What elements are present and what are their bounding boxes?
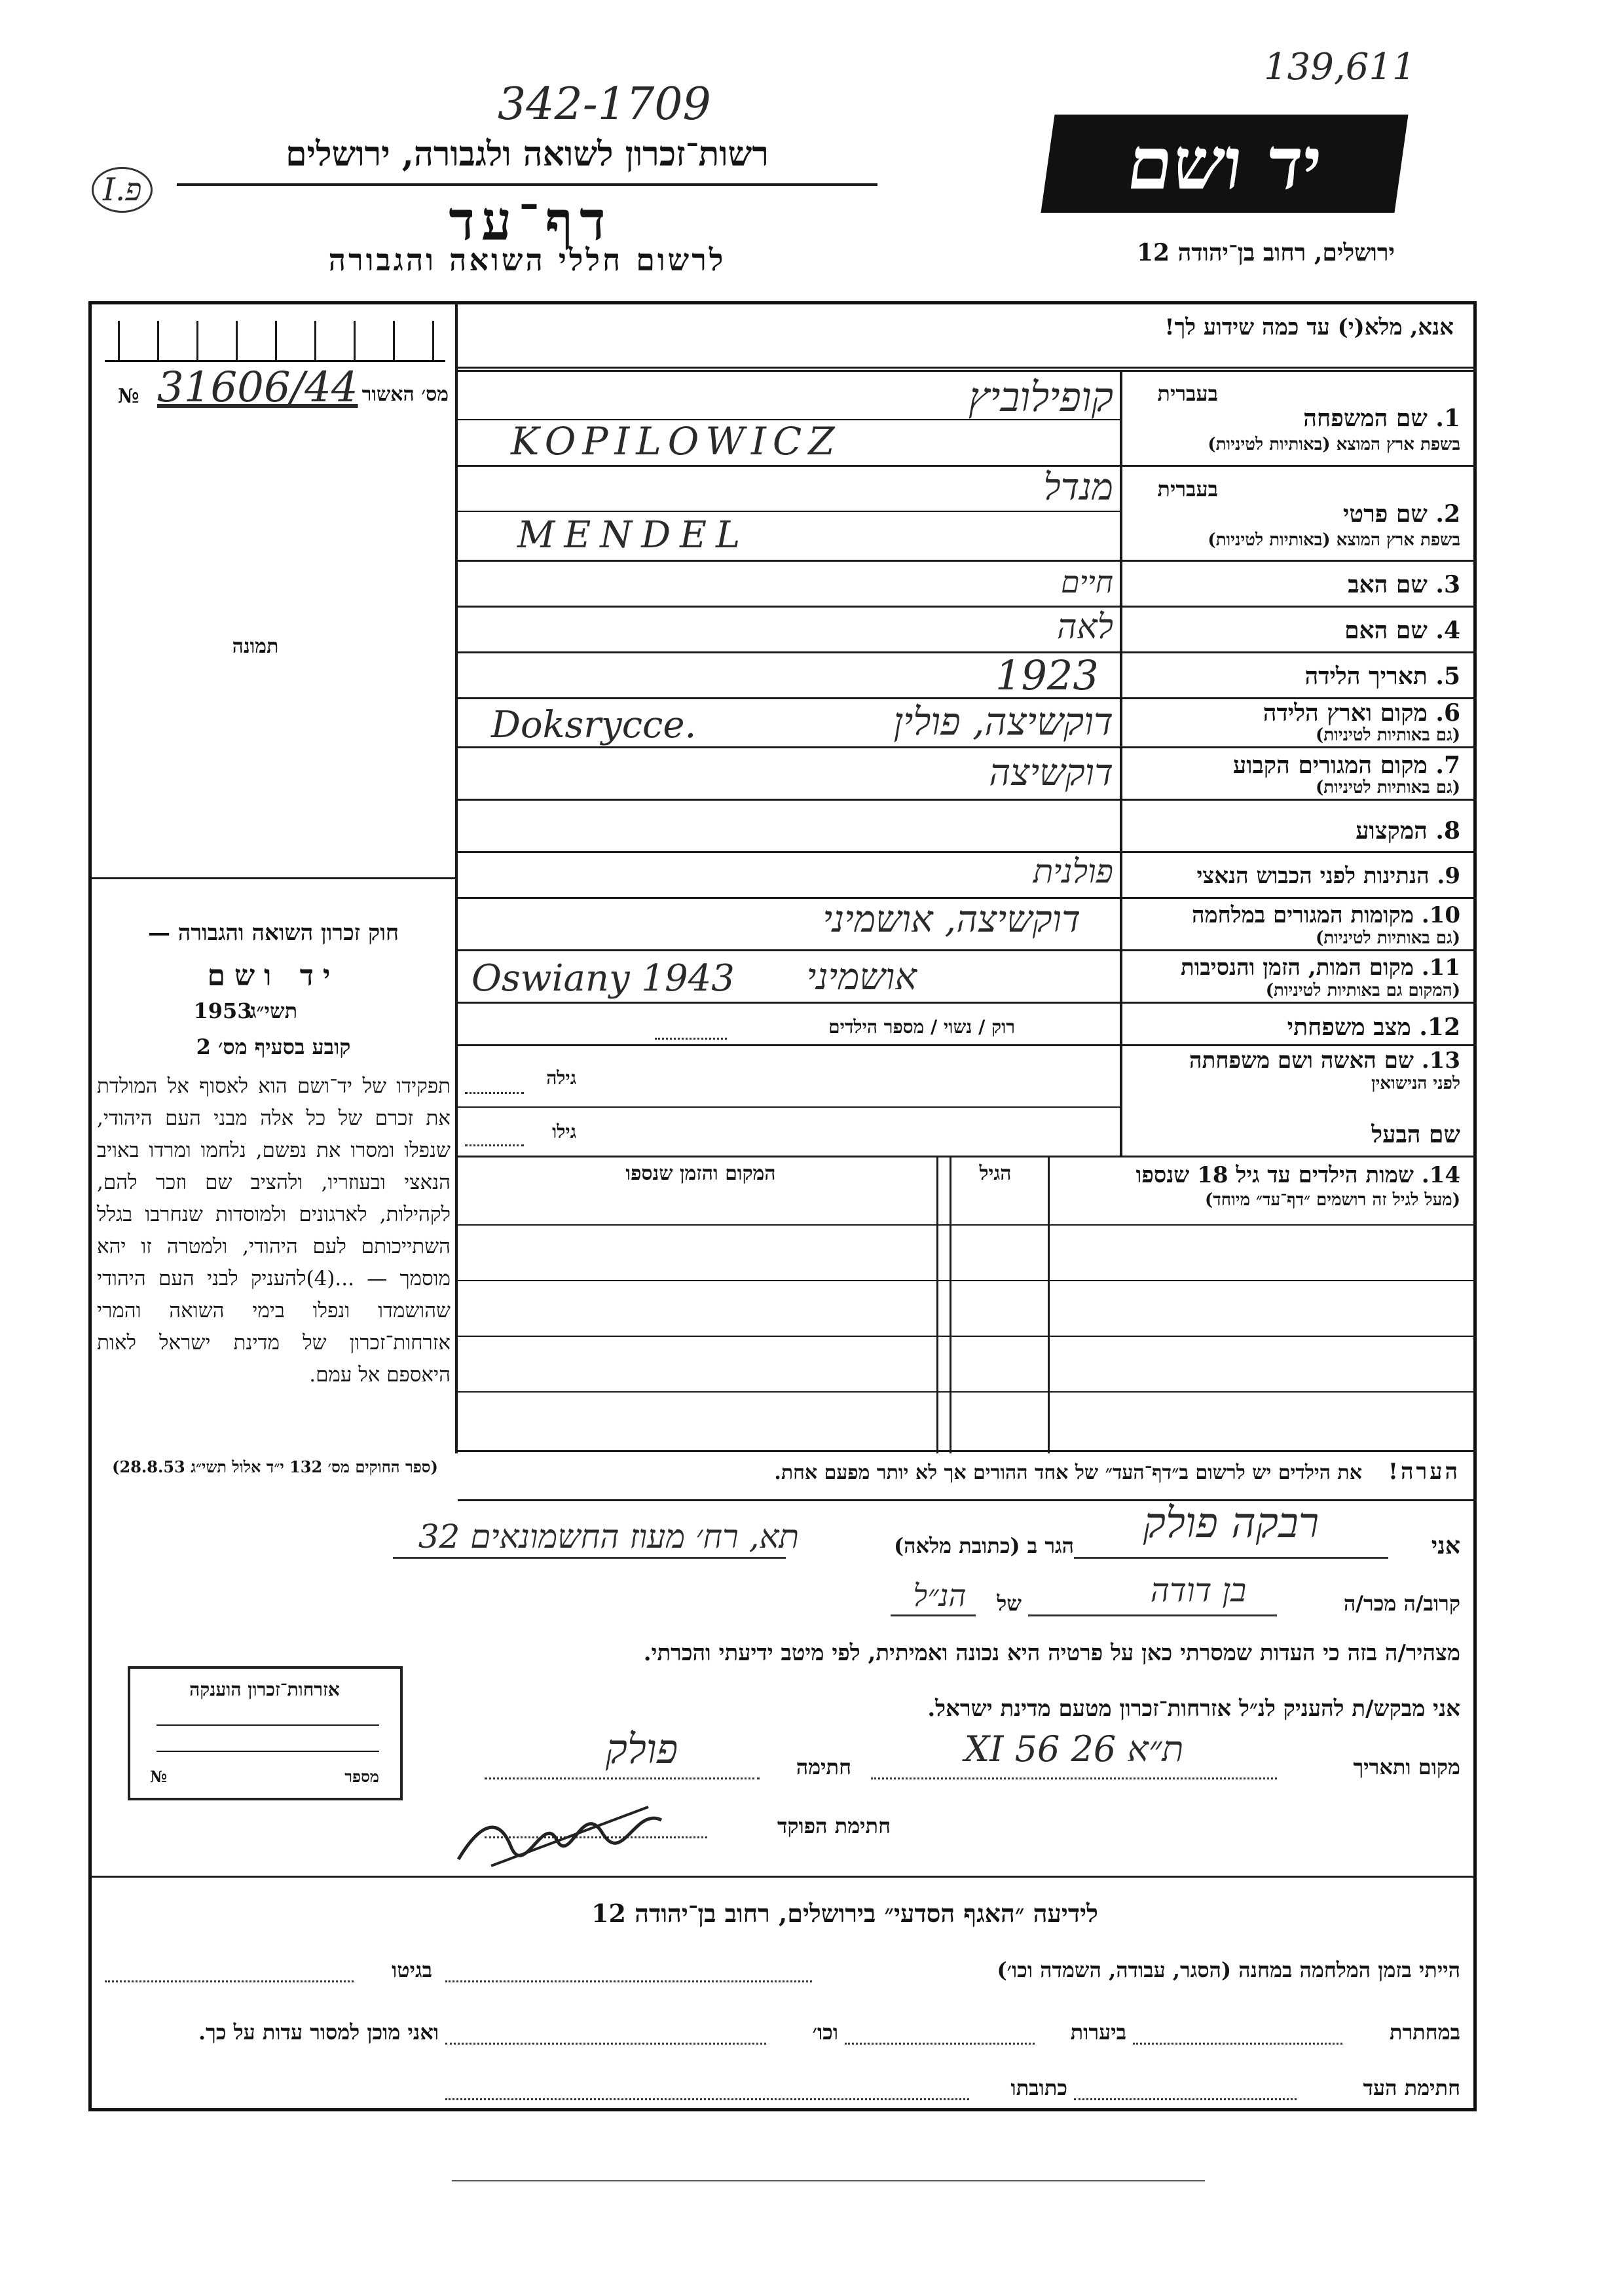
law-year-hebrew: תשי״ג <box>249 998 298 1023</box>
approval-tick-row <box>105 321 445 362</box>
field-13-label: 13. שם האשה ושם משפחתה <box>1189 1048 1460 1074</box>
relation-label: קרוב/ה מכר/ה <box>1343 1591 1460 1616</box>
field-3-label: 3. שם האב <box>1348 571 1460 598</box>
birth-place-hebrew[interactable]: דוקשיצה, פולין <box>893 699 1113 744</box>
law-clause: קובע בסעיף מס׳ 2 <box>196 1034 351 1059</box>
footer-forests: ביערות <box>1070 2020 1126 2045</box>
certificate-box <box>128 1666 403 1800</box>
place-date-label: מקום ותאריך <box>1353 1755 1460 1779</box>
institution-address: ירושלים, רחוב בן־יהודה 12 <box>1136 239 1395 266</box>
approval-number: 31606/44 <box>157 363 358 412</box>
field-1-label: 1. שם המשפחה <box>1303 405 1460 432</box>
first-name-hebrew[interactable]: מנדל <box>1043 466 1113 509</box>
birth-place-latin[interactable]: Doksrycce. <box>491 704 697 746</box>
of-label: של <box>997 1591 1022 1616</box>
field-2-label: 2. שם פרטי <box>1342 500 1460 528</box>
mother-name[interactable]: לאה <box>1057 608 1113 647</box>
footer-title: לידיעה ״האגף הסדעי״ בירושלים, רחוב בן־יהודה 12 <box>591 1899 1098 1928</box>
wife-age-label: גילה <box>546 1067 576 1089</box>
place-date-value[interactable]: ת״א 26 XI 56 <box>964 1728 1184 1770</box>
official-signature-label: חתימת הפוקד <box>777 1813 891 1838</box>
birth-date[interactable]: 1923 <box>995 651 1099 699</box>
declaration-text: מצהיר/ה בזה כי העדות שמסרתי כאן על פרטיה היא נכונה ואמיתית, לפי מיטב ידיעתי והכרתי. <box>643 1640 1460 1666</box>
signature-label: חתימה <box>796 1755 851 1779</box>
family-name-latin[interactable]: KOPILOWICZ <box>511 419 841 464</box>
wartime-residences[interactable]: דוקשיצה, אושמיני <box>822 898 1080 941</box>
law-source: (ספר החוקים מס׳ 132 י״ד אלול תשי״ג 28.8.53) <box>112 1457 438 1476</box>
field-6-label: 6. מקום וארץ הלידה <box>1263 699 1460 727</box>
marital-status-options[interactable]: רוק / נשוי / מספר הילדים <box>828 1016 1015 1038</box>
certificate-number-prefix: № <box>150 1767 168 1786</box>
approval-prefix: № <box>118 385 139 408</box>
handwritten-reference: 342-1709 <box>498 79 711 130</box>
footer-line-1: הייתי בזמן המלחמה במחנה (הסגר, עבודה, השמדה וכו׳) <box>997 1958 1460 1982</box>
permanent-residence[interactable]: דוקשיצה <box>989 752 1113 794</box>
form-title: דף־עד <box>449 190 612 253</box>
death-place-hebrew[interactable]: אושמיני <box>806 956 917 998</box>
field-2-sub: בשפת ארץ המוצא (באותיות לטיניות) <box>1208 530 1460 550</box>
official-signature-scribble-icon <box>452 1787 688 1879</box>
husband-label: שם הבעל <box>1371 1121 1460 1148</box>
field-14-label: 14. שמות הילדים עד גיל 18 שנספו <box>1135 1162 1460 1188</box>
field-14-sub: (מעל לגיל זה רושמים ״דף־עד״ מיוחד) <box>1204 1190 1460 1210</box>
death-place-latin[interactable]: Oswiany 1943 <box>471 957 735 1000</box>
footer-address: כתובתו <box>1010 2075 1067 2100</box>
law-yad-vashem: יד ושם <box>207 959 340 993</box>
husband-age-label: גילו <box>552 1121 576 1142</box>
field-4-label: 4. שם האם <box>1344 617 1460 644</box>
field-11-label: 11. מקום המות, הזמן והנסיבות <box>1180 955 1460 981</box>
note-label: הערה! <box>1388 1459 1460 1485</box>
footer-etc: וכו׳ <box>812 2020 838 2045</box>
photo-label: תמונה <box>232 635 279 658</box>
field-1-hebrew-tag: בעברית <box>1157 381 1218 406</box>
first-name-latin[interactable]: MENDEL <box>517 514 750 556</box>
children-age-header: הגיל <box>979 1162 1012 1185</box>
field-7-label: 7. מקום המגורים הקבוע <box>1232 752 1460 779</box>
field-6-sub: (גם באותיות לטיניות) <box>1315 725 1460 745</box>
law-year: 1953 <box>193 998 252 1023</box>
footer-underground: במחתרת <box>1389 2020 1460 2045</box>
archive-number: 139,611 <box>1264 46 1416 88</box>
yad-vashem-logo: יד ושם <box>1041 115 1408 213</box>
approval-label: מס׳ האשור <box>361 383 449 406</box>
field-11-sub: (המקום גם באותיות לטיניות) <box>1265 981 1460 1000</box>
field-5-label: 5. תאריך הלידה <box>1304 663 1460 690</box>
footer-ghetto: בגיטו <box>392 1958 432 1982</box>
field-8-label: 8. המקצוע <box>1356 817 1460 845</box>
family-name-hebrew[interactable]: קופילוביץ <box>968 373 1113 421</box>
father-name[interactable]: חיים <box>1060 564 1113 600</box>
relation-value[interactable]: בן דודה <box>1150 1571 1247 1609</box>
declarant-signature[interactable]: פולק <box>605 1725 678 1773</box>
field-1-sub: בשפת ארץ המוצא (באותיות לטיניות) <box>1208 435 1460 454</box>
certificate-number-label: מספר <box>344 1767 379 1786</box>
field-9-label: 9. הנתינות לפני הכבוש הנאצי <box>1196 863 1460 889</box>
note-text: את הילדים יש לרשום ב״דף־העד״ של אחד ההורים אך לא יותר מפעם אחת. <box>774 1461 1362 1484</box>
field-12-label: 12. מצב משפחתי <box>1287 1013 1460 1041</box>
footer-witness-signature: חתימת העד <box>1363 2075 1460 2100</box>
request-text: אני מבקש/ת להעניק לנ״ל אזרחות־זכרון מטעם מדינת ישראל. <box>927 1696 1460 1722</box>
appeal-text: אנא, מלא(י) עד כמה שידוע לך! <box>1164 314 1454 340</box>
of-value[interactable]: הנ״ל <box>913 1578 967 1613</box>
handwritten-mark: פ.I <box>92 167 153 213</box>
footer-ready: ואני מוכן למסור עדות על כך. <box>198 2020 439 2045</box>
declarant-resides-label: הגר ב (כתובת מלאה) <box>894 1533 1074 1558</box>
declarant-address[interactable]: תא, רח׳ מעוז החשמונאים 32 <box>418 1518 799 1556</box>
declarant-name[interactable]: רבקה פולק <box>1143 1499 1320 1548</box>
declarant-ani: אני <box>1431 1532 1460 1559</box>
field-2-hebrew-tag: בעברית <box>1157 477 1218 501</box>
children-place-header: המקום והזמן שנספו <box>625 1162 776 1185</box>
field-10-label: 10. מקומות המגורים במלחמה <box>1191 902 1460 928</box>
certificate-title: אזרחות־זכרון הוענקה <box>189 1679 340 1700</box>
field-7-sub: (גם באותיות לטיניות) <box>1315 778 1460 797</box>
authority-name: רשות־זכרון לשואה ולגבורה, ירושלים <box>286 134 769 174</box>
field-10-sub: (גם באותיות לטיניות) <box>1315 928 1460 948</box>
law-title: חוק זכרון השואה והגבורה — <box>147 920 399 946</box>
field-13-sub: לפני הנישואין <box>1371 1074 1460 1093</box>
nationality[interactable]: פולנית <box>1033 852 1113 890</box>
law-text: תפקידו של יד־ושם הוא לאסוף אל המולדת את זכרם של כל אלה מבני העם היהודי, שנפלו ומסרו את נפשם, נלחמו ומרדו באויב הנאצי ובעוזריו, ולהציב שם וזכר להם, לקהילות, לארגונים ולמוסדות שנחרבו בגלל השתייכותם לעם היהודי, ולמטרה זו יהא מוסמך — ...(4)להעניק לבני העם היהודי שהושמדו ונפלו בימי השואה והמרי אזרחות־זכרון של מדינת ישראל לאות היאספם אל עמם. <box>97 1074 451 1387</box>
form-subtitle: לרשום חללי השואה והגבורה <box>328 242 726 278</box>
